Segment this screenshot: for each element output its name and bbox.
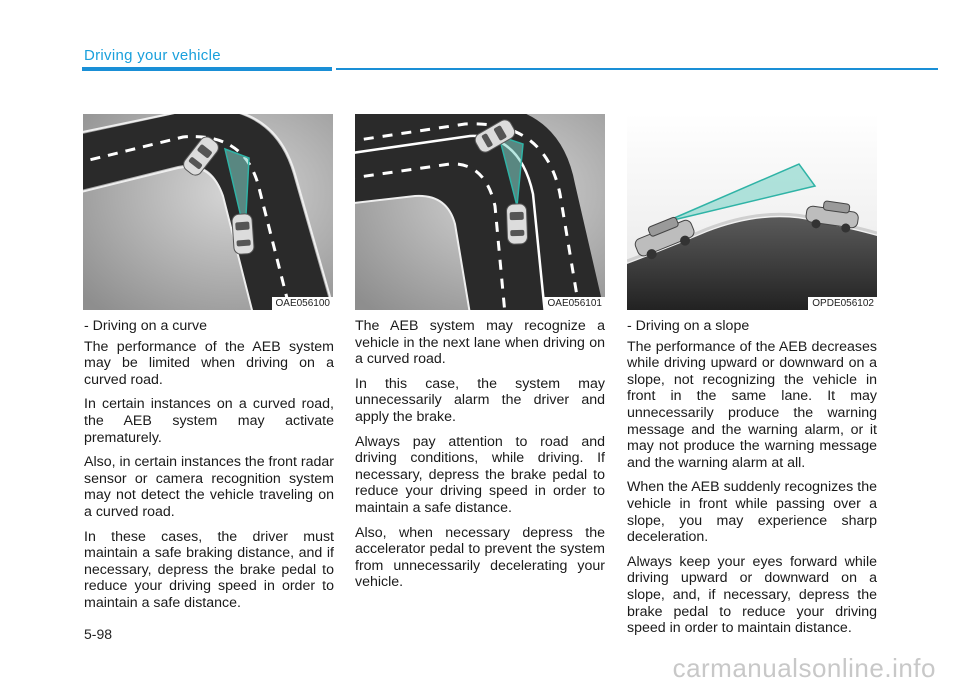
paragraph: Also, in certain instances the front radar sensor or camera recognition system may not detect the vehicle traveling on a curved road. bbox=[84, 454, 334, 520]
paragraph: Always pay attention to road and driving conditions, while driving. If necessary, depress the brake pedal to reduce your driving speed in order to maintain a safe distance. bbox=[355, 433, 605, 516]
paragraph: The performance of the AEB system may be limited when driving on a curved road. bbox=[84, 338, 334, 388]
header-rule-thin bbox=[336, 68, 938, 70]
section-title: Driving your vehicle bbox=[84, 47, 221, 64]
watermark: carmanualsonline.info bbox=[672, 653, 936, 683]
paragraph: The AEB system may recognize a vehicle in the next lane when driving on a curved road. bbox=[355, 318, 605, 368]
paragraph: The performance of the AEB decreases while driving upward or downward on a slope, not recognizing the vehicle in front in the same lane. It may unnecessarily produce the warning message and the warning alarm, or it may not produce the warning message and the warning alarm at all. bbox=[627, 338, 877, 471]
curve-road-illustration bbox=[83, 114, 333, 310]
figure-code: OAE056100 bbox=[272, 297, 334, 310]
figure-slope bbox=[627, 114, 877, 310]
paragraph: In this case, the system may unnecessarily alarm the driver and apply the brake. bbox=[355, 375, 605, 425]
text-column-right bbox=[627, 318, 877, 645]
paragraph: When the AEB suddenly recognizes the vehicle in front while passing over a slope, you may experience sharp deceleration. bbox=[627, 479, 877, 546]
two-lane-curve-illustration bbox=[355, 114, 605, 310]
text-column-middle bbox=[355, 318, 605, 599]
figure-curve-next-lane bbox=[355, 114, 605, 310]
figure-curve-same-lane bbox=[83, 114, 333, 310]
text-column-left bbox=[84, 318, 334, 620]
subheading-curve: - Driving on a curve bbox=[84, 318, 208, 334]
figure-code: OPDE056102 bbox=[808, 297, 877, 310]
header-rule-thick bbox=[82, 67, 332, 71]
paragraph: In certain instances on a curved road, the AEB system may activate prematurely. bbox=[84, 396, 334, 446]
paragraph: Also, when necessary depress the accelerator pedal to prevent the system from unnecessarily decelerating your vehicle. bbox=[355, 524, 605, 591]
slope-illustration bbox=[627, 114, 877, 310]
subheading-slope: - Driving on a slope bbox=[627, 318, 750, 334]
page-number: 5-98 bbox=[84, 626, 113, 642]
paragraph: Always keep your eyes forward while driving upward or downward on a slope, and, if necessary, depress the brake pedal to reduce your driving speed in order to maintain distance. bbox=[627, 553, 877, 637]
figure-code: OAE056101 bbox=[544, 297, 606, 310]
paragraph: In these cases, the driver must maintain a safe braking distance, and if necessary, depress the brake pedal to reduce your driving speed in order to maintain a safe distance. bbox=[84, 528, 334, 611]
